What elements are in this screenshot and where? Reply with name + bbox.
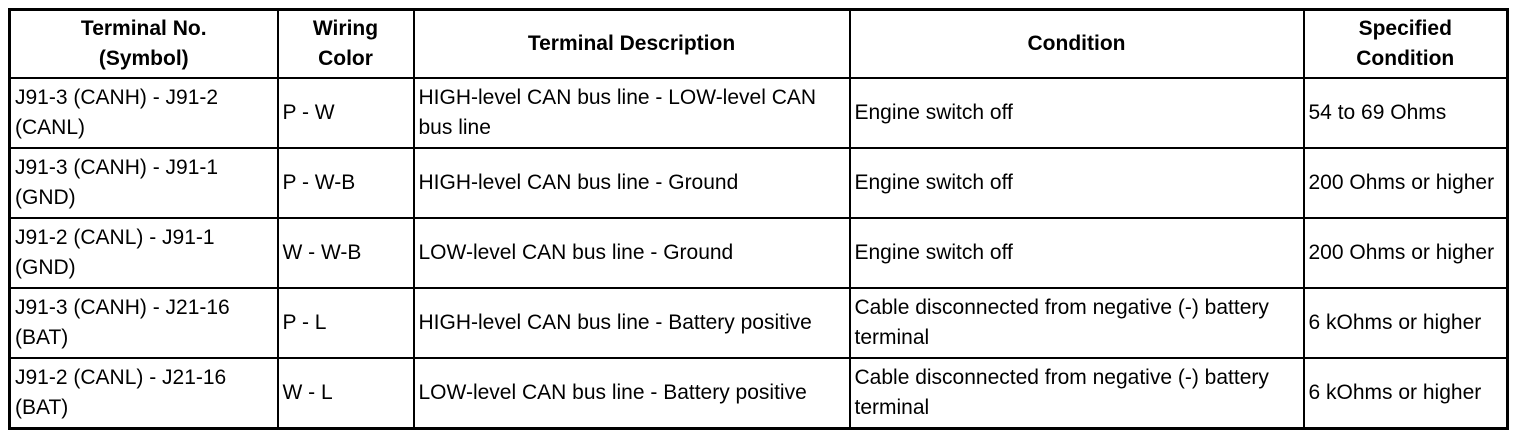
header-specified-condition-line2: Condition (1356, 47, 1455, 70)
cell-wiring-color: W - L (278, 358, 414, 429)
cell-description: HIGH-level CAN bus line - Battery positive (414, 288, 850, 358)
cell-condition: Engine switch off (850, 78, 1304, 148)
cell-terminal: J91-3 (CANH) - J91-2 (CANL) (10, 78, 278, 148)
header-specified-condition (1304, 10, 1508, 79)
cell-wiring-color: P - W-B (278, 148, 414, 218)
table-row (10, 218, 1508, 288)
header-terminal-no-line1: Terminal No. (80, 17, 207, 40)
header-row (10, 10, 1508, 79)
cell-wiring-color: P - W (278, 78, 414, 148)
header-wiring-color-line1: Wiring (312, 17, 379, 40)
cell-terminal: J91-3 (CANH) - J21-16 (BAT) (10, 288, 278, 358)
cell-terminal: J91-2 (CANL) - J21-16 (BAT) (10, 358, 278, 429)
cell-specified: 200 Ohms or higher (1304, 218, 1508, 288)
cell-condition: Engine switch off (850, 148, 1304, 218)
cell-wiring-color: P - L (278, 288, 414, 358)
header-condition: Condition (850, 10, 1304, 79)
table-row (10, 358, 1508, 429)
cell-condition: Engine switch off (850, 218, 1304, 288)
cell-specified: 6 kOhms or higher (1304, 358, 1508, 429)
cell-wiring-color: W - W-B (278, 218, 414, 288)
header-wiring-color-line2: Color (318, 47, 373, 70)
cell-description: LOW-level CAN bus line - Battery positive (414, 358, 850, 429)
header-terminal-no (10, 10, 278, 79)
cell-specified: 54 to 69 Ohms (1304, 78, 1508, 148)
header-wiring-color (278, 10, 414, 79)
table-row (10, 148, 1508, 218)
cell-terminal: J91-2 (CANL) - J91-1 (GND) (10, 218, 278, 288)
cell-description: LOW-level CAN bus line - Ground (414, 218, 850, 288)
header-terminal-no-line2: (Symbol) (98, 47, 189, 70)
header-specified-condition-line1: Specified (1358, 17, 1452, 40)
specification-table (8, 8, 1509, 430)
table-row (10, 288, 1508, 358)
cell-terminal: J91-3 (CANH) - J91-1 (GND) (10, 148, 278, 218)
table-row (10, 78, 1508, 148)
cell-condition: Cable disconnected from negative (-) battery terminal (850, 288, 1304, 358)
cell-description: HIGH-level CAN bus line - LOW-level CAN bus line (414, 78, 850, 148)
cell-specified: 6 kOhms or higher (1304, 288, 1508, 358)
header-terminal-description: Terminal Description (414, 10, 850, 79)
cell-specified: 200 Ohms or higher (1304, 148, 1508, 218)
cell-description: HIGH-level CAN bus line - Ground (414, 148, 850, 218)
cell-condition: Cable disconnected from negative (-) battery terminal (850, 358, 1304, 429)
